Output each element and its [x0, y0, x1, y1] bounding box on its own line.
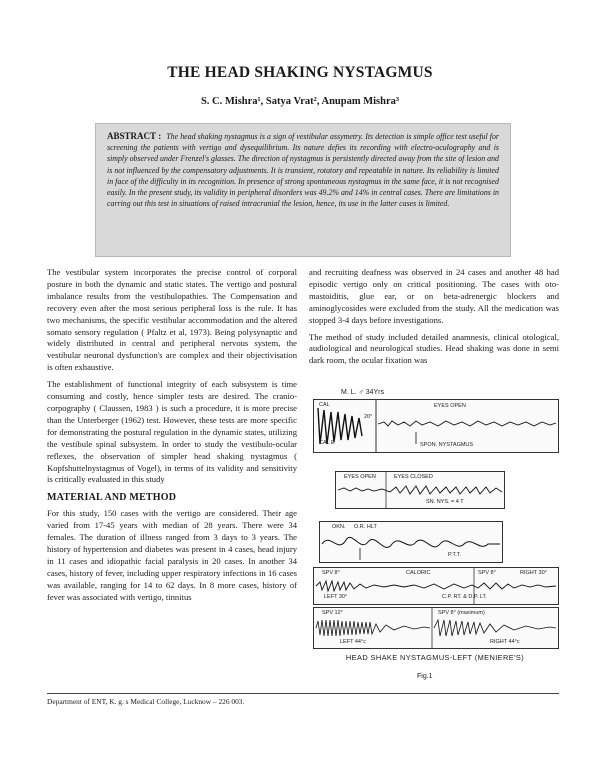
label-ptt: P.T.T.	[448, 552, 462, 558]
label-caloric: CALORIC	[406, 570, 431, 576]
label-eyes-open: EYES OPEN	[434, 403, 466, 409]
label-eyes-open-2: EYES OPEN	[344, 474, 376, 480]
label-spv-8-max: SPV 8° (maximum)	[438, 610, 485, 616]
method-paragraph: For this study, 150 cases with the vertigo are considered. Their age varied from 17-45 years with median of 28 years. There were 34 females. The duration of illness ranged from 3 days to 3 years. The history of hypertension and diabetes was present in 4 cases, head injury in 11 cases and idiopathic facial paralysis in 20 cases. In another 34 cases, history of fever, including upper respiratory infections in 16 cases was available, ranging for 14 to 62 days. In 8 more cases, history of fever was associated with vertigo, tinnitus	[47, 508, 297, 602]
label-spon-nystagmus: SPON. NYSTAGMUS	[420, 442, 474, 448]
eog-strip-caloric	[313, 567, 559, 605]
eog-strip-okn	[319, 521, 503, 563]
label-cp-rt-dp-lt: C.P. RT. & D.P. LT.	[442, 594, 487, 600]
figure-number: Fig.1	[417, 673, 433, 680]
abstract-label: ABSTRACT :	[107, 131, 162, 141]
label-spv-12: SPV 12°	[322, 610, 343, 616]
label-spv-8: SPV 8°	[322, 570, 340, 576]
label-left-44: LEFT 44°c	[340, 639, 366, 645]
label-right-44: RIGHT 44°c	[490, 639, 520, 645]
label-left-30: LEFT 30°	[324, 594, 348, 600]
label-eyes-closed: EYES CLOSED	[394, 474, 433, 480]
figure-caption: HEAD SHAKE NYSTAGMUS-LEFT (MENIERE'S)	[345, 653, 525, 662]
abstract-text: The head shaking nystagmus is a sign of vestibular assymetry. Its detection is simple office test useful for screening the patients with vertigo and dysequilibrium. Its nature defies its recording with electro-oculography and is simply observed under Frenzel's glasses. The direction of nystagmus is persistently directed away from the site of lesion and is not influenced by the compensatory adjustments. It is transient, rotatory and repeatable in nature. Its reliability is limited in face of the difficulty in its recognition. In presence of strong spontaneous nystagmus in the same face, it is not recognised easily. In the present study, its validity in peripheral disorders was 49.2% and 14% in central cases. There are limitations in carring out this test in situations of raised intracranial the lesion, hence, its use in the latter cases is limited.	[107, 132, 499, 209]
section-heading-method: MATERIAL AND METHOD	[47, 492, 177, 504]
label-cal: CAL	[319, 402, 330, 408]
label-sn-nys: SN. NYS. = 4 T	[426, 499, 464, 505]
author-list: S. C. Mishra¹, Satya Vrat², Anupam Mishra³	[200, 96, 400, 107]
footer-divider	[47, 693, 559, 694]
figure-1	[309, 385, 561, 680]
label-cal-e: CAL E	[319, 440, 335, 446]
intro-paragraph-1: The vestibular system incorporates the precise control of corporal posture in both the dynamic and static states. The vertigo and postural imbalance results from the vestibulopathies. The Compensation and recovery even after the most serious peripheral loss is the rule. It has two mechanisms, the specific vestibular accommodation and the altered somato sensory regulation ( Pfaltz et al, 1973). Being polysynaptic and widely distributed in central and peripheral nervous system, the vestibular neuronal dysfunction's are complex and their objectivisation is often exhaustive.	[47, 267, 297, 373]
right-paragraph-2: The method of study included detailed anamnesis, clinical otological, audiological and neurological studies. Head shaking was done in semi dark room, the ocular fixation was	[309, 331, 559, 366]
eog-trace-3	[320, 522, 502, 562]
label-deg: 20°	[364, 414, 373, 420]
abstract-box	[95, 123, 511, 257]
eog-strip-eyes	[335, 471, 505, 509]
intro-paragraph-2: The establishment of functional integrity of each subsystem is time consuming and costly, hence simpler tests are desired. The cranio-corpography ( Claussen, 1983 ) is such a procedure, it is more precise than the Unterberger (1962) test. However, these tests are more specific for demonstrating the postural regulation in the dynamic states, utilizing the vestibule spinal subsystem. In order to study the vestibulo-ocular reflexes, the observation of simpler head shaking nystagmus ( Kopfshuttelnystagmus of Vogel), in terms of its validity and sensitivity is critically evaluated in this study	[47, 379, 297, 485]
eog-strip-calibration	[313, 399, 559, 453]
label-o-r-hlt: O.R. HLT	[354, 524, 377, 530]
right-column	[309, 267, 559, 372]
label-right-30: RIGHT 30°	[520, 570, 547, 576]
figure-patient-label: M. L. ♂ 34Yrs	[341, 389, 384, 396]
eog-strip-caloric-44	[313, 607, 559, 649]
label-okn: OKN.	[332, 524, 346, 530]
left-column	[47, 267, 297, 608]
label-spv-8b: SPV 8°	[478, 570, 496, 576]
paper-title: THE HEAD SHAKING NYSTAGMUS	[167, 64, 433, 81]
right-paragraph-1: and recruiting deafness was observed in 24 cases and another 48 had episodic vertigo only on critical positioning. The cases with oto-mastoiditis, glue ear, or on beta-adrenergic blockers and aminoglycosides were excluded from the study. All the medication was stopped 3-4 days before investigations.	[309, 267, 559, 325]
footer-affiliation: Department of ENT, K. g. s Medical College, Lucknow – 226 003.	[47, 697, 245, 706]
